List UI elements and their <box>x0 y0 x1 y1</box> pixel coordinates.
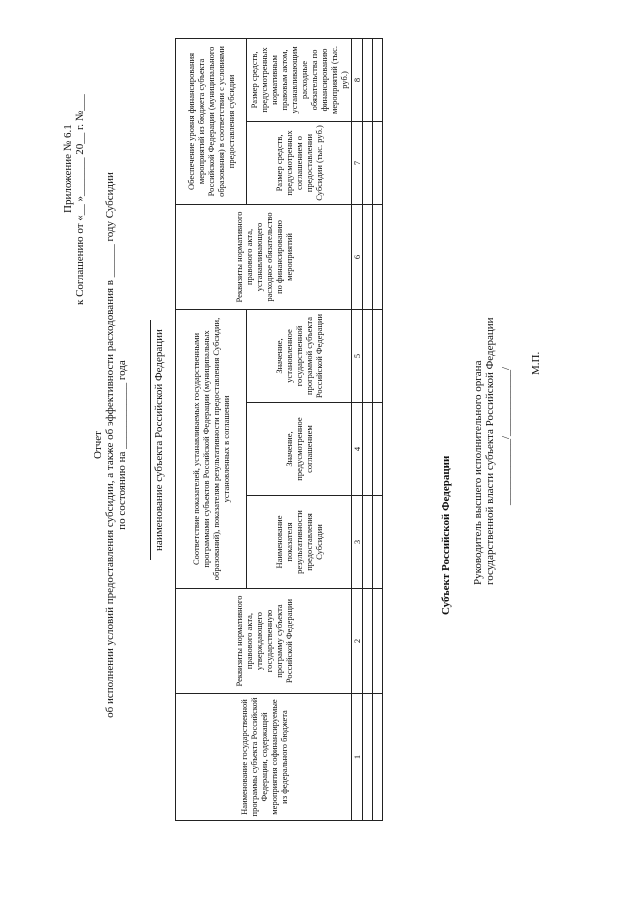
group-header-financing: Обеспечение уровня финансирования мероприятий из бюджета субъекта Российской Федерации (муниципального образования) в соответствии с условиями предоставления субсидии <box>176 38 247 204</box>
column-numbers-row <box>352 38 363 820</box>
column-number: 7 <box>352 121 363 204</box>
column-number: 4 <box>352 403 363 496</box>
column-header-program-value: Значение, установленное государственной программой субъекта Российской Федерации <box>247 309 352 402</box>
signature-line: ____________/____________/ <box>500 366 512 505</box>
empty-cell <box>373 121 383 204</box>
report-title-word: Отчет <box>92 431 104 459</box>
table-empty-row <box>363 38 373 820</box>
appendix-number: Приложение № 6.1 <box>62 124 74 213</box>
empty-cell <box>363 403 373 496</box>
empty-cell <box>363 121 373 204</box>
column-header-obligation-act: Реквизиты нормативного правового акта, устанавливающего расходное обязательство по финансированию мероприятий <box>176 204 352 309</box>
empty-cell <box>373 38 383 121</box>
column-number: 3 <box>352 496 363 589</box>
signature-head-title-1: Руководитель высшего исполнительного органа <box>472 360 484 585</box>
empty-cell <box>373 309 383 402</box>
column-number: 1 <box>352 694 363 821</box>
signature-block <box>440 175 496 675</box>
empty-cell <box>363 496 373 589</box>
column-number: 2 <box>352 589 363 694</box>
empty-cell <box>363 309 373 402</box>
empty-cell <box>373 496 383 589</box>
column-header-agreement-value: Значение, предусмотренное соглашением <box>247 403 352 496</box>
signature-line-block <box>500 205 542 505</box>
column-number: 6 <box>352 204 363 309</box>
column-header-program-act: Реквизиты нормативного правового акта, утверждающего государственную программу субъекта Российской Федерации <box>176 589 352 694</box>
column-number: 8 <box>352 38 363 121</box>
report-title-subject: об исполнении условий предоставления субсидии, а также об эффективности расходования в ______ году Субсидии <box>104 172 116 718</box>
empty-cell <box>363 38 373 121</box>
column-header-program-name: Наименование государственной программы субъекта Российской Федерации, содержащей мероприятия софинансируемые из федерального бюджета <box>176 694 352 821</box>
column-header-indicator-name: Наименование показателя результативности предоставления Субсидии <box>247 496 352 589</box>
empty-cell <box>363 204 373 309</box>
signature-head-title-2: государственной власти субъекта Российской Федерации <box>484 317 496 585</box>
group-header-indicators: Соответствие показателей, устанавливаемых государственными программами субъектов Российской Федерации (муниципальных образований), показателям результативности предоставления Субсидии, установленных в соглашении <box>176 309 247 588</box>
report-title-date: по состоянию на ____________ года <box>116 360 128 530</box>
table-header-row-1 <box>176 38 247 820</box>
signature-subject: Субъект Российской Федерации <box>440 455 452 615</box>
stamp-mark: М.П. <box>530 351 542 375</box>
column-header-agreement-funds: Размер средств, предусмотренных соглашением о предоставлении Субсидии (тыс. руб.) <box>247 121 352 204</box>
report-title <box>92 45 128 845</box>
column-number: 5 <box>352 309 363 402</box>
empty-cell <box>373 589 383 694</box>
empty-cell <box>363 589 373 694</box>
agreement-reference: к Соглашению от «__ »_______ 20__ г. №___ <box>74 94 86 305</box>
column-header-act-funds: Размер средств, предусмотренных нормативным правовым актом, устанавливающим расходные обязательства по финансированию мероприятий (тыс. руб.) <box>247 38 352 121</box>
subject-name-caption: наименование субъекта Российской Федерации <box>153 329 165 551</box>
appendix-header <box>62 55 86 305</box>
table-empty-row <box>373 38 383 820</box>
report-table <box>175 38 383 821</box>
empty-cell <box>373 204 383 309</box>
subject-name-line <box>150 320 151 560</box>
empty-cell <box>373 694 383 821</box>
empty-cell <box>363 694 373 821</box>
empty-cell <box>373 403 383 496</box>
